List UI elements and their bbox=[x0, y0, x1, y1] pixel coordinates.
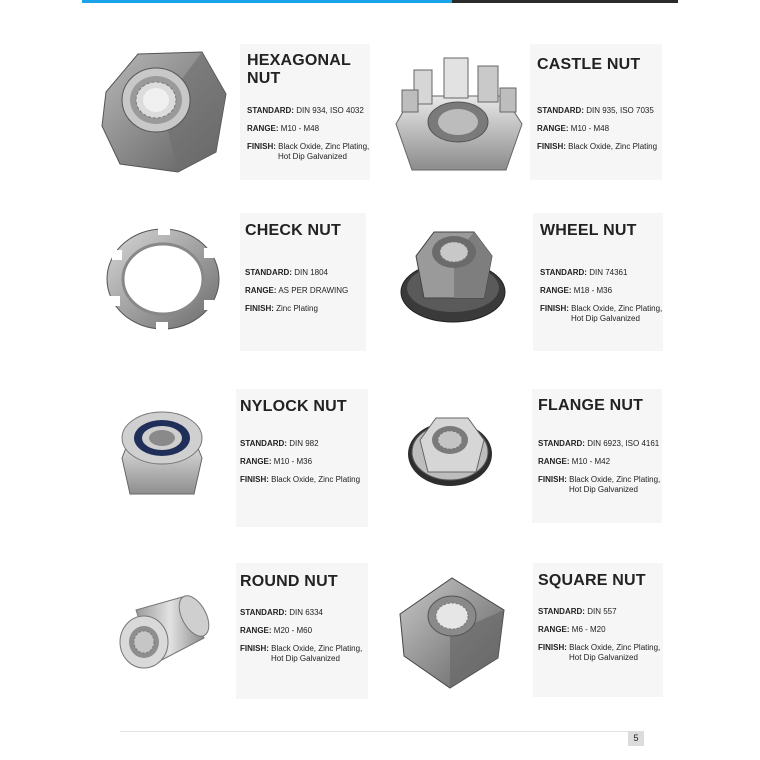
finish-label: FINISH: bbox=[537, 142, 566, 151]
range-label: RANGE: bbox=[538, 625, 570, 634]
check-nut-image bbox=[104, 226, 222, 332]
square-nut-specs bbox=[538, 607, 660, 671]
finish-value: Black Oxide, Zinc Plating bbox=[568, 142, 658, 151]
castle-nut-title: CASTLE NUT bbox=[537, 56, 641, 73]
finish-value: Black Oxide, Zinc Plating bbox=[271, 475, 361, 484]
round-nut-title: ROUND NUT bbox=[240, 573, 338, 590]
hexagonal-nut-image bbox=[98, 46, 230, 178]
title-line-2: NUT bbox=[247, 70, 281, 87]
hexagonal-nut-title bbox=[247, 52, 351, 88]
header-accent-bar bbox=[82, 0, 452, 3]
nylock-nut-title: NYLOCK NUT bbox=[240, 398, 347, 415]
range-value: M18 - M36 bbox=[573, 286, 613, 295]
standard-label: STANDARD: bbox=[247, 106, 294, 115]
finish-label: FINISH: bbox=[540, 304, 569, 313]
nylock-nut-image bbox=[118, 408, 206, 498]
finish-label: FINISH: bbox=[538, 643, 567, 652]
standard-label: STANDARD: bbox=[240, 608, 287, 617]
standard-value: DIN 6334 bbox=[289, 608, 323, 617]
round-nut-specs bbox=[240, 608, 362, 672]
square-nut-title: SQUARE NUT bbox=[538, 572, 646, 589]
round-nut-image bbox=[116, 590, 210, 676]
finish-value-cont: Hot Dip Galvanized bbox=[278, 152, 347, 161]
finish-label: FINISH: bbox=[240, 644, 269, 653]
finish-value-cont: Hot Dip Galvanized bbox=[569, 653, 638, 662]
finish-label: FINISH: bbox=[538, 475, 567, 484]
range-label: RANGE: bbox=[538, 457, 570, 466]
standard-value: DIN 6923, ISO 4161 bbox=[587, 439, 660, 448]
standard-label: STANDARD: bbox=[537, 106, 584, 115]
standard-label: STANDARD: bbox=[245, 268, 292, 277]
finish-value: Black Oxide, Zinc Plating, bbox=[271, 644, 363, 653]
standard-value: DIN 982 bbox=[289, 439, 319, 448]
check-nut-title: CHECK NUT bbox=[245, 222, 342, 239]
square-nut-image bbox=[396, 574, 508, 692]
finish-label: FINISH: bbox=[240, 475, 269, 484]
standard-label: STANDARD: bbox=[538, 439, 585, 448]
range-label: RANGE: bbox=[245, 286, 277, 295]
finish-value-cont: Hot Dip Galvanized bbox=[571, 314, 640, 323]
check-nut-specs bbox=[245, 268, 348, 322]
standard-value: DIN 934, ISO 4032 bbox=[296, 106, 364, 115]
finish-label: FINISH: bbox=[247, 142, 276, 151]
standard-label: STANDARD: bbox=[538, 607, 585, 616]
wheel-nut-title: WHEEL NUT bbox=[540, 222, 637, 239]
range-value: M10 - M36 bbox=[273, 457, 313, 466]
range-value: M20 - M60 bbox=[273, 626, 313, 635]
flange-nut-specs bbox=[538, 439, 660, 503]
castle-nut-image bbox=[392, 52, 524, 178]
finish-value: Black Oxide, Zinc Plating, bbox=[278, 142, 370, 151]
finish-value: Zinc Plating bbox=[276, 304, 318, 313]
finish-value: Black Oxide, Zinc Plating, bbox=[571, 304, 663, 313]
standard-label: STANDARD: bbox=[240, 439, 287, 448]
range-label: RANGE: bbox=[247, 124, 279, 133]
wheel-nut-specs bbox=[540, 268, 662, 332]
range-label: RANGE: bbox=[537, 124, 569, 133]
wheel-nut-image bbox=[398, 226, 508, 326]
range-value: M10 - M42 bbox=[571, 457, 611, 466]
range-label: RANGE: bbox=[240, 626, 272, 635]
range-value: AS PER DRAWING bbox=[278, 286, 349, 295]
range-value: M10 - M48 bbox=[570, 124, 610, 133]
standard-value: DIN 935, ISO 7035 bbox=[586, 106, 654, 115]
finish-value: Black Oxide, Zinc Plating, bbox=[569, 643, 661, 652]
finish-value: Black Oxide, Zinc Plating, bbox=[569, 475, 661, 484]
range-label: RANGE: bbox=[240, 457, 272, 466]
range-label: RANGE: bbox=[540, 286, 572, 295]
range-value: M6 - M20 bbox=[571, 625, 606, 634]
finish-label: FINISH: bbox=[245, 304, 274, 313]
hexagonal-nut-specs bbox=[247, 106, 369, 170]
flange-nut-title: FLANGE NUT bbox=[538, 397, 644, 414]
header-dark-bar bbox=[452, 0, 678, 3]
page-number: 5 bbox=[628, 731, 644, 746]
flange-nut-image bbox=[406, 410, 494, 490]
footer-divider bbox=[120, 731, 640, 732]
nylock-nut-specs bbox=[240, 439, 360, 493]
range-value: M10 - M48 bbox=[280, 124, 320, 133]
castle-nut-specs bbox=[537, 106, 657, 160]
standard-label: STANDARD: bbox=[540, 268, 587, 277]
title-line-1: HEXAGONAL bbox=[247, 52, 352, 69]
standard-value: DIN 74361 bbox=[589, 268, 628, 277]
standard-value: DIN 557 bbox=[587, 607, 617, 616]
finish-value-cont: Hot Dip Galvanized bbox=[271, 654, 340, 663]
standard-value: DIN 1804 bbox=[294, 268, 328, 277]
finish-value-cont: Hot Dip Galvanized bbox=[569, 485, 638, 494]
